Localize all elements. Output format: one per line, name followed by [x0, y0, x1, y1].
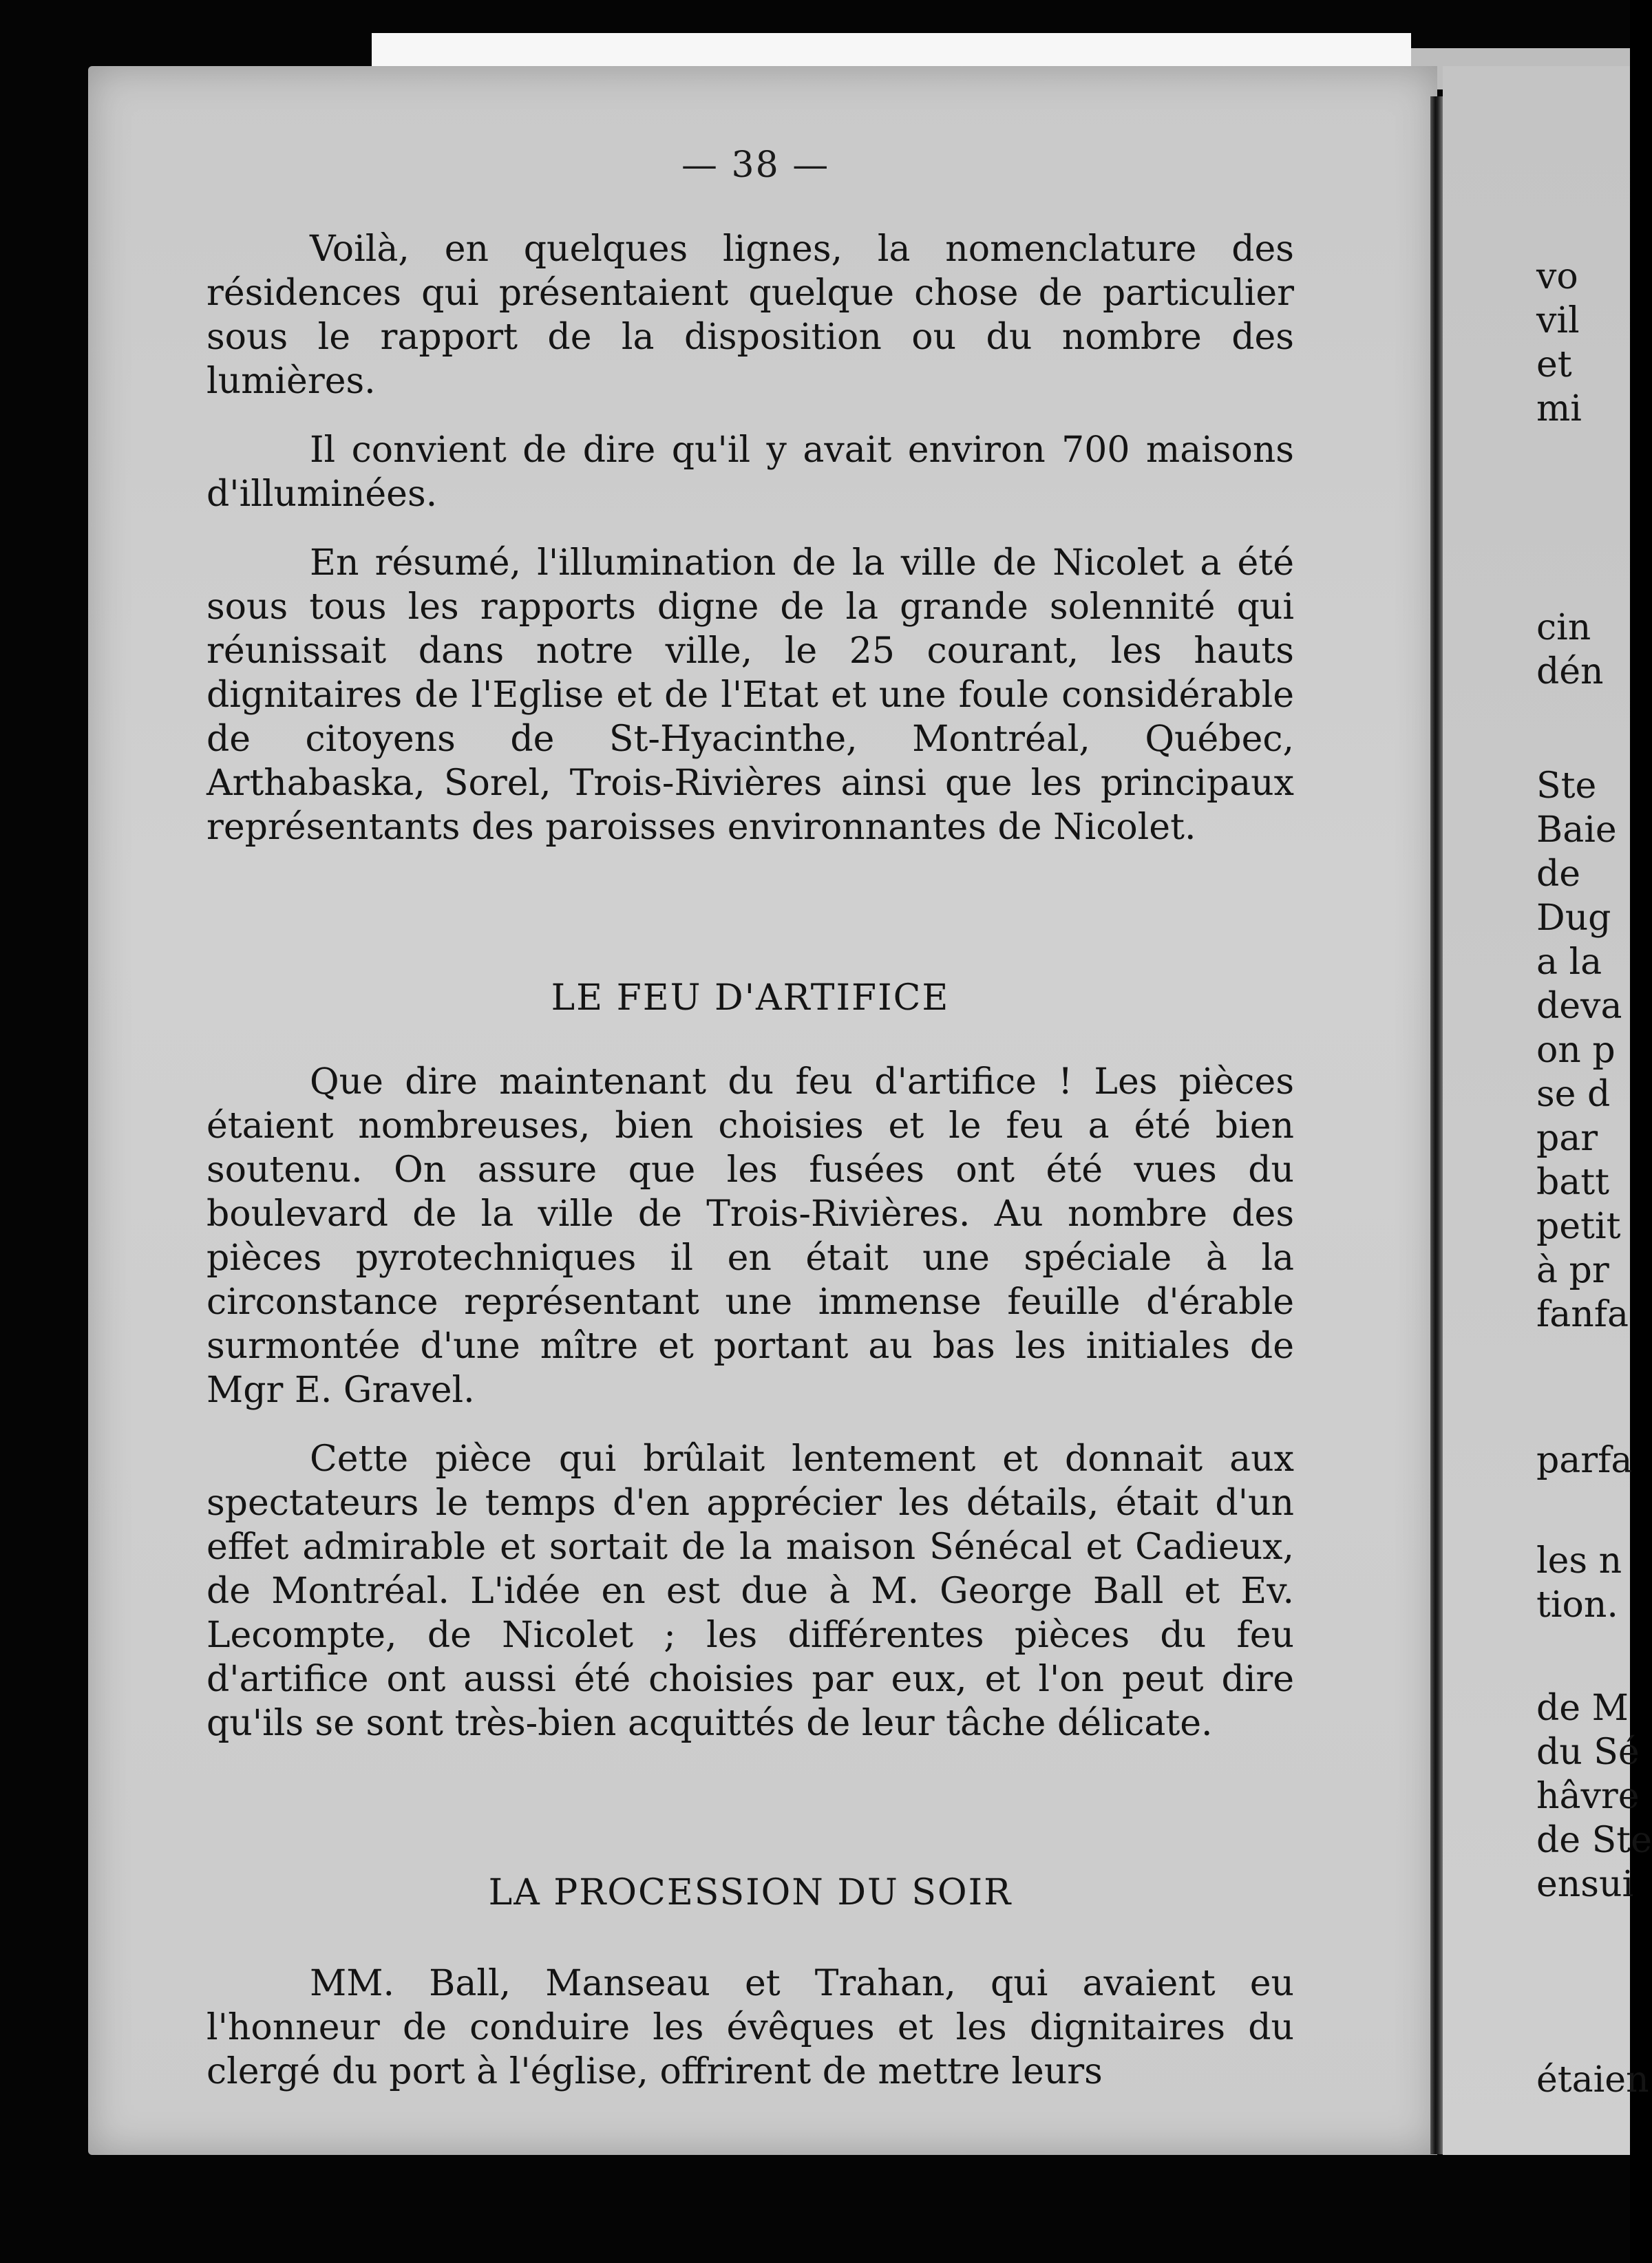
- facing-line: parfa: [1536, 1440, 1633, 1481]
- facing-line: vo: [1536, 256, 1578, 297]
- facing-line: les n: [1536, 1540, 1622, 1582]
- facing-line: Baie: [1536, 809, 1617, 851]
- facing-line: du Sé: [1536, 1732, 1640, 1773]
- paragraph: MM. Ball, Manseau et Trahan, qui avaient eu l'honneur de conduire les évêques et les dignitaires du clergé du port à l'église, offrirent de mettre leurs: [206, 1963, 1294, 2092]
- facing-line: mi: [1536, 388, 1582, 429]
- facing-line: dén: [1536, 651, 1604, 692]
- section-heading: LE FEU D'ARTIFICE: [551, 977, 950, 1019]
- facing-line: hâvre: [1536, 1776, 1640, 1817]
- fireworks-text: [206, 1060, 1294, 1745]
- paragraph: Il convient de dire qu'il y avait environ 700 maisons d'illuminées.: [206, 429, 1294, 515]
- facing-line: petit: [1536, 1206, 1621, 1247]
- facing-line: ensui: [1536, 1864, 1634, 1905]
- facing-line: étaien: [1536, 2059, 1649, 2101]
- section-heading: LA PROCESSION DU SOIR: [488, 1872, 1013, 1913]
- facing-line: par: [1536, 1118, 1598, 1159]
- paragraph: Voilà, en quelques lignes, la nomenclature des résidences qui présentaient quelque chose de particulier sous le rapport de la disposition ou du nombre des lumières.: [206, 229, 1294, 402]
- page-number: — 38 —: [681, 145, 830, 186]
- facing-line: cin: [1536, 607, 1591, 648]
- paragraph: En résumé, l'illumination de la ville de Nicolet a été sous tous les rapports digne de la grande solennité qui réunissait dans notre ville, le 25 courant, les hauts dignitaires de l'Eglise et de l'Etat et une foule considérable de citoyens de St-Hyacinthe, Montréal, Québec, Arthabaska, Sorel, Trois-Rivières ainsi que les principaux représentants des paroisses environnantes de Nicolet.: [206, 542, 1294, 848]
- paragraph: Que dire maintenant du feu d'artifice ! Les pièces étaient nombreuses, bien choisies et le feu a été bien soutenu. On assure que les fusées ont été vues du boulevard de la ville de Trois-Rivières. Au nombre des pièces pyrotechniques il en était une spéciale à la circonstance représentant une immense feuille d'érable surmontée d'une mître et portant au bas les initiales de Mgr E. Gravel.: [206, 1061, 1294, 1411]
- facing-line: Ste: [1536, 765, 1597, 807]
- facing-line: à pr: [1536, 1250, 1609, 1291]
- facing-line: se d: [1536, 1074, 1611, 1115]
- intro-text: [206, 227, 1294, 849]
- facing-line: batt: [1536, 1162, 1610, 1203]
- book-gutter: [1430, 96, 1443, 2154]
- facing-line: Dug: [1536, 897, 1611, 939]
- facing-line: on p: [1536, 1030, 1616, 1071]
- procession-text: [206, 1962, 1294, 2094]
- facing-line: tion.: [1536, 1584, 1618, 1626]
- facing-line: de M: [1536, 1688, 1629, 1729]
- facing-line: fanfa: [1536, 1294, 1629, 1335]
- paragraph: Cette pièce qui brûlait lentement et donnait aux spectateurs le temps d'en apprécier les détails, était d'un effet admirable et sortait de la maison Sénécal et Cadieux, de Montréal. L'idée en est due à M. George Ball et Ev. Lecompte, de Nicolet ; les différentes pièces du feu d'artifice ont aussi été choisies par eux, et l'on peut dire qu'ils se sont très-bien acquittés de leur tâche délicate.: [206, 1438, 1294, 1744]
- facing-line: de Ste: [1536, 1820, 1652, 1861]
- facing-line: a la: [1536, 942, 1602, 983]
- facing-line: de: [1536, 853, 1581, 895]
- facing-line: deva: [1536, 986, 1622, 1027]
- facing-line: vil: [1536, 300, 1580, 341]
- facing-line: et: [1536, 344, 1572, 385]
